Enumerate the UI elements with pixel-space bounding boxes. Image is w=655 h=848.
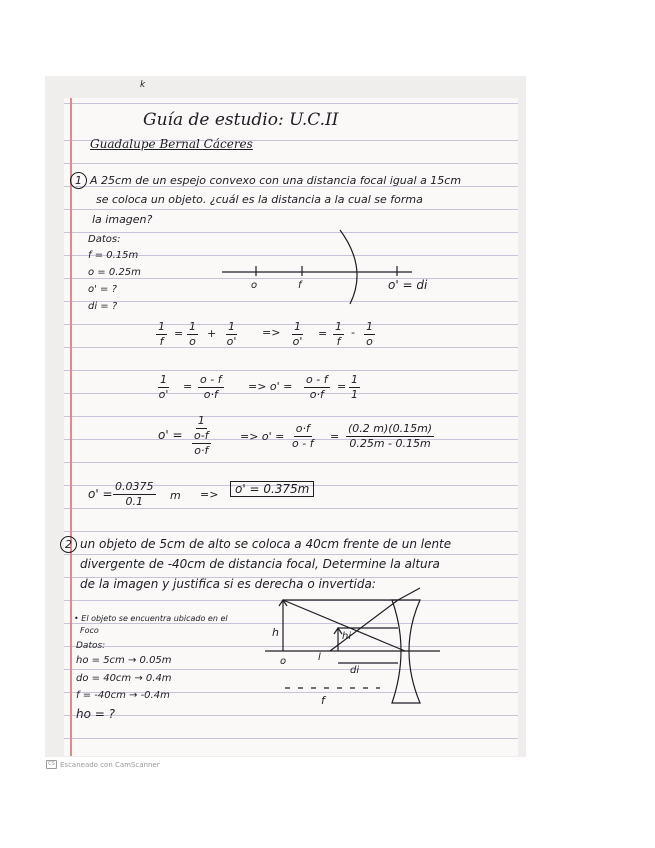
data-image: o' = ?: [88, 284, 117, 295]
problem-1-line-2: se coloca un objeto. ¿cuál es la distancia a la cual se forma: [96, 193, 423, 206]
eq4-lhs: o' =: [88, 487, 113, 501]
lens-o-label: o: [280, 656, 287, 667]
scanner-text: Escaneado con CamScanner: [60, 760, 160, 769]
eq2-frac-4: $\frac{1}{1}$: [351, 373, 358, 401]
eq1-frac-4: $\frac{1}{o'}$: [292, 320, 303, 348]
data-focal: f = 0.15m: [88, 250, 139, 261]
eq4-result-box: o' = 0.375m: [230, 481, 314, 497]
problem-2-line-3: de la imagen y justifica si es derecha o invertida:: [80, 577, 376, 591]
lens-hi-label: hi: [342, 631, 352, 642]
eq3-frac-2: $\frac{o\cdot f}{o - f}$: [292, 422, 314, 450]
page-title: Guía de estudio: U.C.II: [143, 110, 339, 130]
lens-h-label: h: [272, 626, 279, 639]
problem-1-line-1: 1 A 25cm de un espejo convexo con una distancia focal igual a 15cm: [70, 172, 461, 189]
eq3-compound-frac: 1 o-f o·f: [194, 414, 209, 457]
data-title: Datos:: [88, 234, 121, 245]
lens-f-label: f: [321, 694, 325, 707]
eq1-arrow: =>: [262, 326, 281, 339]
eq2-frac-2: $\frac{o - f}{o\cdot f}$: [200, 373, 222, 401]
author-name: Guadalupe Bernal Cáceres: [90, 137, 253, 151]
note-line-1: • El objeto se encuentra ubicado en el: [74, 614, 228, 623]
data-2-title: Datos:: [76, 641, 106, 651]
eq1-equals: =: [174, 327, 184, 340]
corner-mark: k: [140, 80, 146, 90]
eq1-frac-3: $\frac{1}{o'}$: [226, 320, 237, 348]
ray-center: [283, 600, 405, 651]
eq1-equals-2: =: [318, 327, 328, 340]
note-line-2: Foco: [80, 626, 99, 635]
eq3-equals: =: [330, 430, 340, 443]
data-object: o = 0.25m: [88, 267, 141, 278]
eq1-frac-1: $\frac{1}{f}$: [158, 320, 165, 348]
eq3-frac-values: $\frac{(0.2 m)(0.15m)}{0.25m - 0.15m}$: [348, 422, 433, 450]
eq1-frac-2: $\frac{1}{o}$: [189, 320, 196, 348]
scanner-watermark: [46, 760, 160, 769]
eq4-unit: m: [170, 489, 181, 502]
camscanner-icon: CS: [46, 760, 57, 769]
eq2-frac-3: $\frac{o - f}{o\cdot f}$: [306, 373, 328, 401]
eq4-arrow: =>: [200, 488, 219, 501]
problem-2-number: 2: [60, 536, 77, 553]
data-2-height: ho = 5cm → 0.05m: [76, 655, 172, 666]
eq2-equals: =: [183, 380, 193, 393]
diagram-focus-label: f: [298, 280, 302, 291]
problem-2-line-1: 2 un objeto de 5cm de alto se coloca a 40cm frente de un lente: [60, 536, 451, 553]
data-2-distance: do = 40cm → 0.4m: [76, 673, 172, 684]
lens-di-label: di: [350, 665, 360, 676]
eq1-plus: +: [207, 327, 217, 340]
data-distance: di = ?: [88, 301, 118, 312]
problem-1-line-3: la imagen?: [92, 213, 153, 226]
problem-2-line-2: divergente de -40cm de distancia focal, Determine la altura: [80, 557, 440, 571]
eq2-arrow: => o' =: [248, 380, 293, 393]
ray-diverge: [398, 588, 420, 600]
problem-1-number: 1: [70, 172, 87, 189]
eq4-frac: $\frac{0.0375}{0.1}$: [115, 480, 154, 508]
eq1-minus: -: [351, 326, 355, 339]
eq2-frac-1: $\frac{1}{o'}$: [158, 373, 169, 401]
data-2-focal: f = -40cm → -0.4m: [76, 690, 170, 701]
eq3-lhs: o' =: [158, 428, 183, 442]
data-2-unknown: ho = ?: [76, 707, 115, 721]
diagram-object-label: o: [251, 280, 258, 291]
eq1-frac-5: $\frac{1}{f}$: [335, 320, 342, 348]
diagram-image-label: o' = di: [388, 278, 428, 292]
lens-mid-label: l: [318, 652, 321, 663]
eq2-equals-2: =: [337, 380, 347, 393]
eq3-arrow: => o' =: [240, 430, 285, 443]
eq1-frac-6: $\frac{1}{o}$: [366, 320, 373, 348]
